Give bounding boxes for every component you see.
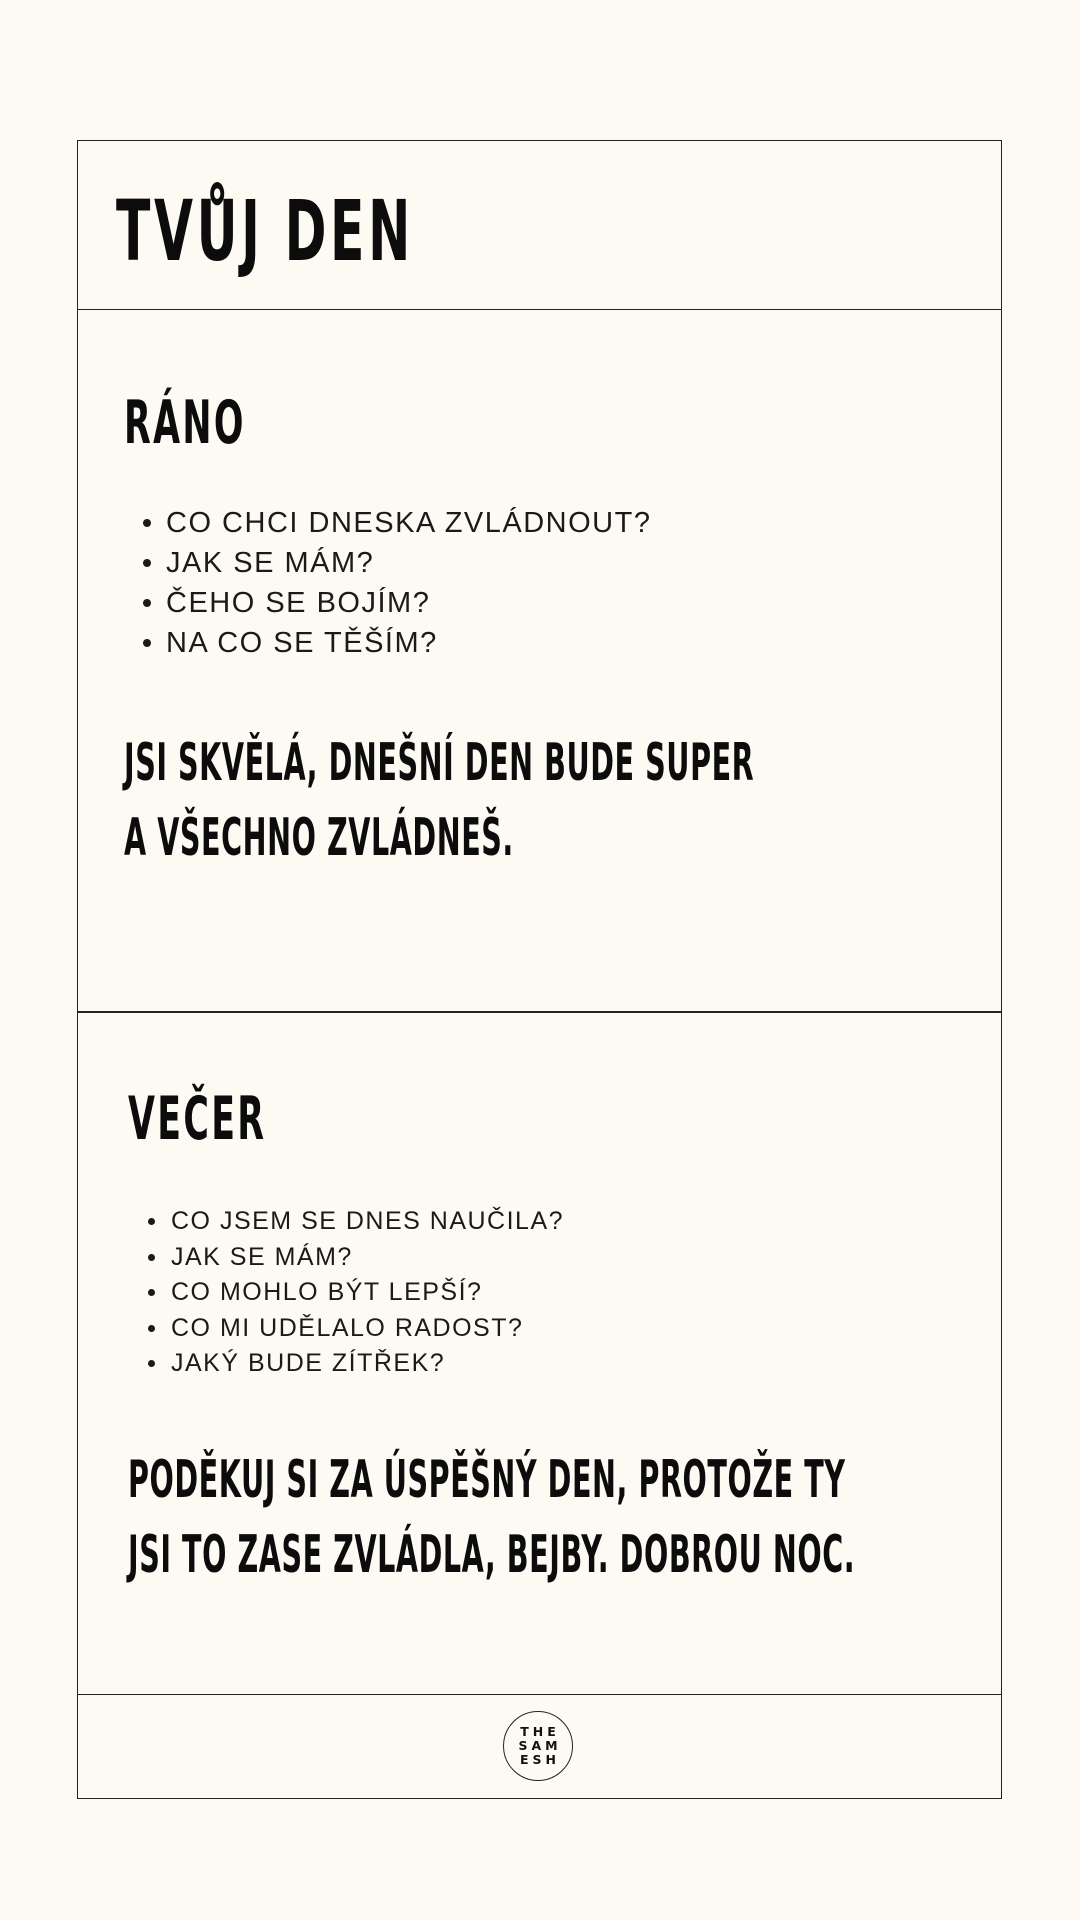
morning-affirmation — [124, 726, 754, 876]
title-divider — [78, 309, 1001, 310]
page-title: TVŮJ DEN — [116, 182, 414, 280]
affirmation-line: A VŠECHNO ZVLÁDNEŠ. — [124, 808, 514, 868]
section-divider — [78, 1011, 1001, 1013]
logo-line: ESH — [519, 1752, 560, 1767]
list-item: CO MI UDĚLALO RADOST? — [171, 1311, 564, 1347]
list-item: ČEHO SE BOJÍM? — [166, 583, 651, 623]
affirmation-line: JSI SKVĚLÁ, DNEŠNÍ DEN BUDE SUPER — [124, 733, 755, 793]
morning-question-list — [166, 503, 651, 663]
morning-heading: RÁNO — [124, 388, 246, 458]
logo-line: THE — [520, 1724, 560, 1739]
day-card — [77, 140, 1002, 1799]
list-item: JAK SE MÁM? — [166, 543, 651, 583]
evening-affirmation — [128, 1443, 855, 1593]
evening-heading: VEČER — [128, 1084, 267, 1154]
evening-question-list — [171, 1204, 564, 1382]
brand-logo — [503, 1711, 573, 1781]
footer-divider — [78, 1694, 1001, 1695]
list-item: CO JSEM SE DNES NAUČILA? — [171, 1204, 564, 1240]
list-item: NA CO SE TĚŠÍM? — [166, 623, 651, 663]
list-item: CO MOHLO BÝT LEPŠÍ? — [171, 1275, 564, 1311]
affirmation-line: PODĚKUJ SI ZA ÚSPĚŠNÝ DEN, PROTOŽE TY — [128, 1450, 846, 1510]
logo-line: SAM — [518, 1738, 562, 1753]
affirmation-line: JSI TO ZASE ZVLÁDLA, BEJBY. DOBROU NOC. — [128, 1525, 856, 1585]
list-item: CO CHCI DNESKA ZVLÁDNOUT? — [166, 503, 651, 543]
list-item: JAKÝ BUDE ZÍTŘEK? — [171, 1346, 564, 1382]
list-item: JAK SE MÁM? — [171, 1240, 564, 1276]
